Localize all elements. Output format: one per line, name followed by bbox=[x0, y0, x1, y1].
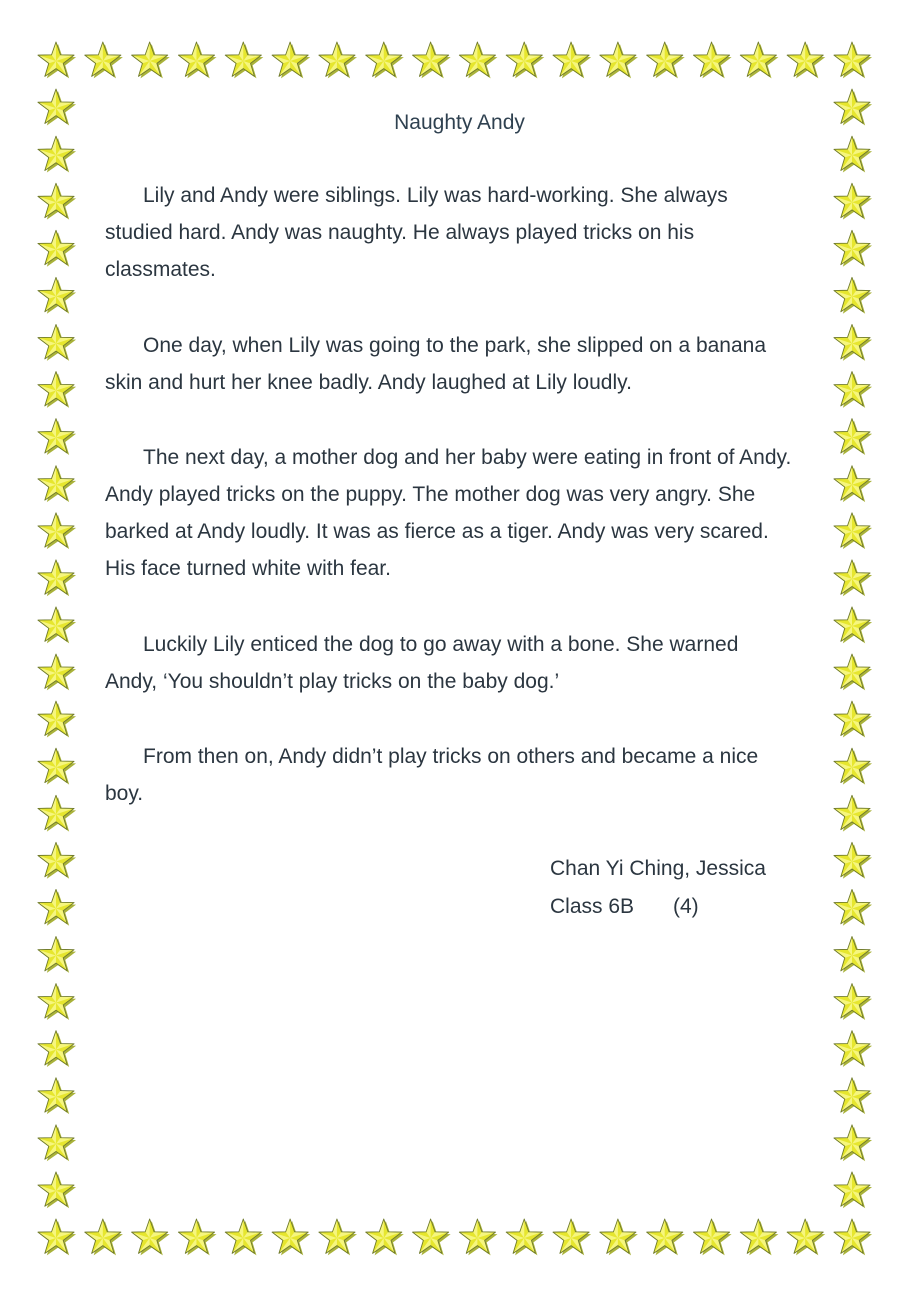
star-icon bbox=[834, 1125, 872, 1161]
star-icon bbox=[178, 42, 216, 78]
star-icon bbox=[834, 937, 872, 973]
star-icon bbox=[459, 1219, 497, 1255]
story-paragraph-5: From then on, Andy didn’t play tricks on others and became a nice boy. bbox=[105, 745, 759, 805]
star-icon bbox=[85, 1219, 123, 1255]
star-icon bbox=[38, 1031, 76, 1067]
star-icon bbox=[38, 654, 76, 690]
star-icon bbox=[38, 1125, 76, 1161]
star-icon bbox=[85, 42, 123, 78]
star-icon bbox=[787, 42, 825, 78]
star-icon bbox=[366, 1219, 404, 1255]
star-icon bbox=[834, 277, 872, 313]
star-icon bbox=[834, 607, 872, 643]
star-icon bbox=[413, 42, 451, 78]
star-icon bbox=[787, 1219, 825, 1255]
star-icon bbox=[38, 419, 76, 455]
star-icon bbox=[834, 1078, 872, 1114]
star-icon bbox=[834, 1031, 872, 1067]
star-icon bbox=[693, 42, 731, 78]
star-icon bbox=[693, 1219, 731, 1255]
star-icon bbox=[38, 324, 76, 360]
star-icon bbox=[600, 42, 638, 78]
star-icon bbox=[38, 607, 76, 643]
star-icon bbox=[834, 842, 872, 878]
star-icon bbox=[600, 1219, 638, 1255]
star-icon bbox=[225, 42, 263, 78]
star-icon bbox=[38, 42, 76, 78]
star-icon bbox=[834, 136, 872, 172]
star-icon bbox=[319, 1219, 357, 1255]
star-icon bbox=[38, 230, 76, 266]
star-icon bbox=[132, 1219, 170, 1255]
star-icon bbox=[38, 1219, 76, 1255]
star-icon bbox=[740, 42, 778, 78]
star-icon bbox=[834, 701, 872, 737]
star-icon bbox=[366, 42, 404, 78]
star-icon bbox=[132, 42, 170, 78]
story-paragraph-4: Luckily Lily enticed the dog to go away with a bone. She warned Andy, ‘You shouldn’t play tricks on the baby dog.’ bbox=[105, 633, 739, 693]
star-icon bbox=[834, 654, 872, 690]
star-icon bbox=[834, 466, 872, 502]
author-class-line bbox=[550, 888, 766, 926]
star-icon bbox=[413, 1219, 451, 1255]
star-icon bbox=[834, 795, 872, 831]
star-icon bbox=[834, 984, 872, 1020]
star-icon bbox=[38, 560, 76, 596]
star-icon bbox=[553, 1219, 591, 1255]
star-icon bbox=[647, 42, 685, 78]
star-icon bbox=[647, 1219, 685, 1255]
story-paragraph-2: One day, when Lily was going to the park, she slipped on a banana skin and hurt her knee badly. Andy laughed at Lily loudly. bbox=[105, 334, 767, 394]
star-icon bbox=[319, 42, 357, 78]
star-icon bbox=[834, 889, 872, 925]
star-icon bbox=[38, 136, 76, 172]
star-icon bbox=[38, 466, 76, 502]
star-icon bbox=[740, 1219, 778, 1255]
star-icon bbox=[38, 937, 76, 973]
star-icon bbox=[834, 513, 872, 549]
star-icon bbox=[38, 701, 76, 737]
star-icon bbox=[38, 1172, 76, 1208]
star-icon bbox=[38, 513, 76, 549]
star-icon bbox=[834, 560, 872, 596]
star-icon bbox=[272, 1219, 310, 1255]
author-signature bbox=[550, 850, 766, 926]
star-icon bbox=[506, 42, 544, 78]
author-class: Class 6B bbox=[550, 895, 635, 918]
star-icon bbox=[834, 1219, 872, 1255]
star-icon bbox=[834, 372, 872, 408]
star-icon bbox=[834, 419, 872, 455]
star-icon bbox=[38, 183, 76, 219]
star-icon bbox=[38, 795, 76, 831]
star-icon bbox=[38, 1078, 76, 1114]
star-icon bbox=[506, 1219, 544, 1255]
star-icon bbox=[834, 230, 872, 266]
star-icon bbox=[38, 277, 76, 313]
star-icon bbox=[225, 1219, 263, 1255]
star-icon bbox=[38, 889, 76, 925]
star-icon bbox=[38, 748, 76, 784]
story-title: Naughty Andy bbox=[394, 111, 525, 134]
star-icon bbox=[38, 842, 76, 878]
star-icon bbox=[38, 372, 76, 408]
star-icon bbox=[834, 1172, 872, 1208]
star-icon bbox=[178, 1219, 216, 1255]
star-icon bbox=[459, 42, 497, 78]
story-paragraph-3: The next day, a mother dog and her baby were eating in front of Andy. Andy played tricks on the puppy. The mother dog was very angry. She barked at Andy loudly. It was as fierce as a tiger. Andy was very scared. His face turned white with fear. bbox=[105, 446, 792, 580]
star-icon bbox=[834, 324, 872, 360]
star-icon bbox=[834, 42, 872, 78]
star-icon bbox=[834, 183, 872, 219]
story-paragraph-1: Lily and Andy were siblings. Lily was hard-working. She always studied hard. Andy was naughty. He always played tricks on his classmates. bbox=[105, 184, 728, 281]
star-icon bbox=[38, 984, 76, 1020]
star-icon bbox=[272, 42, 310, 78]
author-name: Chan Yi Ching, Jessica bbox=[550, 857, 766, 880]
author-class-number: (4) bbox=[673, 895, 699, 918]
star-icon bbox=[834, 748, 872, 784]
star-icon bbox=[553, 42, 591, 78]
